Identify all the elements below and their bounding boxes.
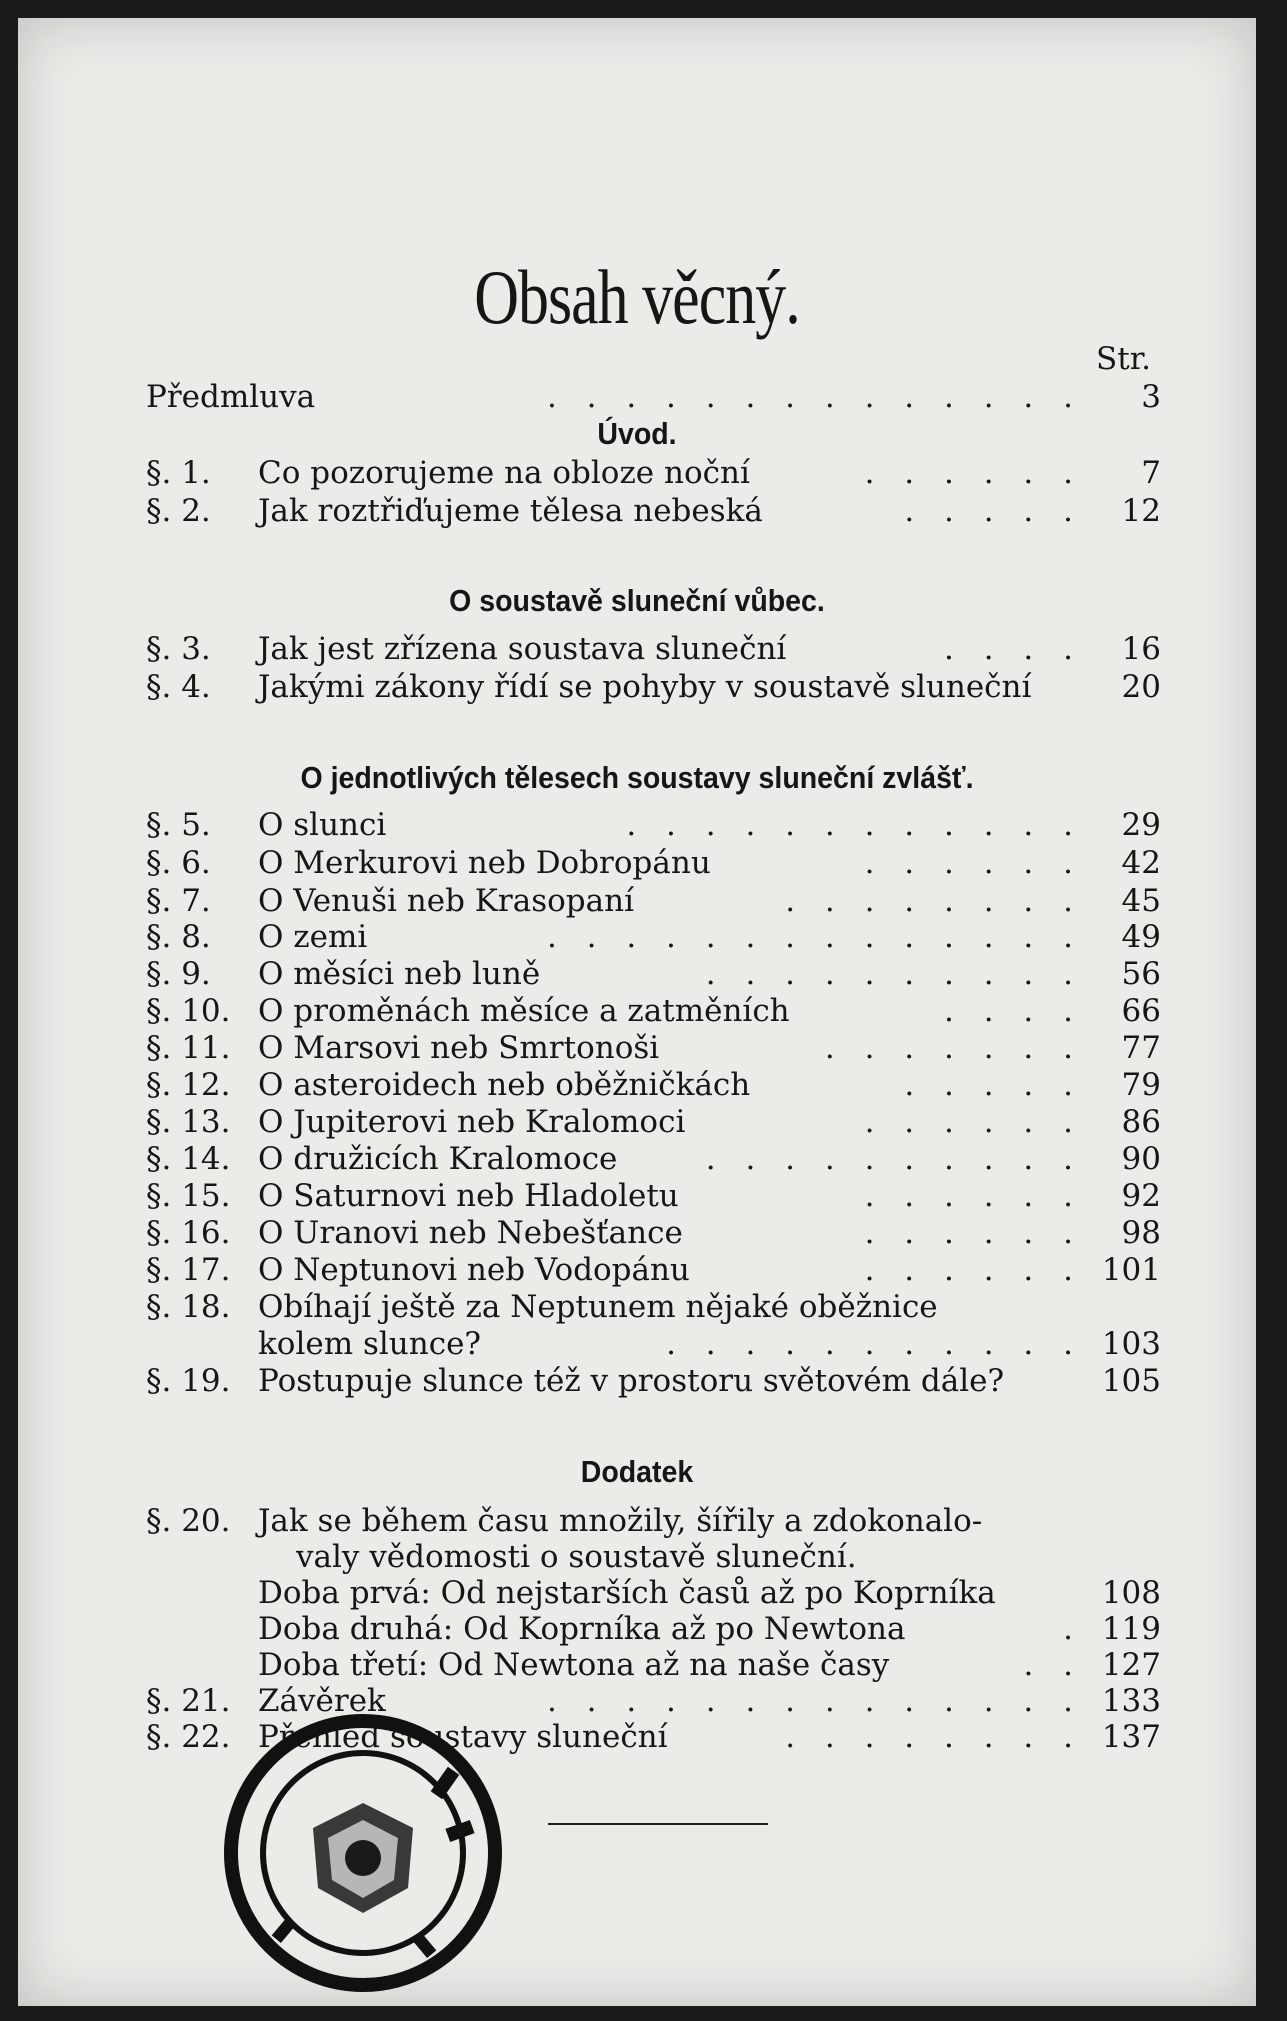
entry-page: 101 bbox=[1101, 1252, 1161, 1288]
entry-page: 119 bbox=[1101, 1611, 1161, 1647]
entry-title: Obíhají ještě za Neptunem nějaké oběžnice bbox=[258, 1289, 938, 1325]
entry-page: 79 bbox=[1121, 1067, 1161, 1103]
entry-page: 77 bbox=[1121, 1030, 1161, 1066]
entry-title: Doba třetí: Od Newtona až na naše časy bbox=[258, 1647, 890, 1683]
entry-page: 12 bbox=[1121, 493, 1161, 529]
entry-title: Jak roztřiďujeme tělesa nebeská bbox=[258, 493, 763, 529]
entry-page: 16 bbox=[1121, 631, 1161, 667]
entry-page: 127 bbox=[1101, 1647, 1161, 1683]
page-title: Obsah věcný. bbox=[474, 255, 800, 341]
section-number: §. 20. bbox=[146, 1503, 231, 1539]
entry-page: 98 bbox=[1121, 1215, 1161, 1251]
toc-entry[interactable] bbox=[146, 806, 1161, 844]
leader-dots: . . . . . . . . . . . . bbox=[626, 807, 1083, 843]
entry-title: O Venuši neb Krasopaní bbox=[258, 883, 635, 919]
entry-title: Co pozorujeme na obloze noční bbox=[258, 455, 750, 491]
toc-entry[interactable] bbox=[146, 1362, 1161, 1400]
toc-entry[interactable] bbox=[146, 992, 1161, 1030]
leader-dots: . . . . bbox=[944, 631, 1083, 667]
entry-title: Jak jest zřízena soustava sluneční bbox=[258, 631, 787, 667]
entry-page: 66 bbox=[1121, 993, 1161, 1029]
section-number: §. 16. bbox=[146, 1215, 231, 1251]
entry-title: Jakými zákony řídí se pohyby v soustavě sluneční bbox=[258, 669, 1032, 705]
section-number: §. 13. bbox=[146, 1104, 231, 1140]
entry-title: O Marsovi neb Smrtonoši bbox=[258, 1030, 660, 1066]
toc-entry[interactable] bbox=[146, 1103, 1161, 1141]
leader-dots: . . . . . . bbox=[864, 455, 1083, 491]
toc-entry[interactable] bbox=[146, 955, 1161, 993]
entry-title: O Neptunovi neb Vodopánu bbox=[258, 1252, 690, 1288]
section-number: §. 11. bbox=[146, 1030, 231, 1066]
toc-entry[interactable] bbox=[146, 454, 1161, 492]
section-number: §. 17. bbox=[146, 1252, 231, 1288]
entry-title: Přehled soustavy sluneční bbox=[258, 1719, 668, 1755]
leader-dots: . . . . . . bbox=[864, 1215, 1083, 1251]
entry-page: 92 bbox=[1121, 1178, 1161, 1214]
section-number: §. 9. bbox=[146, 956, 211, 992]
toc-entry[interactable] bbox=[146, 1288, 1161, 1326]
entry-title: Doba prvá: Od nejstarších časů až po Koprníka bbox=[258, 1575, 996, 1611]
leader-dots: . . . . . . bbox=[864, 1104, 1083, 1140]
toc-entry-era[interactable] bbox=[146, 1574, 1161, 1612]
entry-title: O zemi bbox=[258, 919, 368, 955]
toc-entry[interactable] bbox=[146, 1502, 1161, 1540]
toc-entry-era[interactable] bbox=[146, 1646, 1161, 1684]
entry-title: O Saturnovi neb Hladoletu bbox=[258, 1178, 679, 1214]
leader-dots: . . . . . bbox=[904, 493, 1083, 529]
section-number: §. 19. bbox=[146, 1363, 231, 1399]
entry-title: O družicích Kralomoce bbox=[258, 1141, 618, 1177]
entry-title: Předmluva bbox=[146, 379, 316, 415]
section-number: §. 4. bbox=[146, 669, 211, 705]
leader-dots: . . . . . . . . . . bbox=[705, 956, 1083, 992]
entry-title: O měsíci neb luně bbox=[258, 956, 541, 992]
section-number: §. 6. bbox=[146, 845, 211, 881]
entry-page: 49 bbox=[1121, 919, 1161, 955]
leader-dots: . . . . . . . bbox=[824, 1030, 1083, 1066]
leader-dots: . . . . . . . . . . . . . . bbox=[546, 1683, 1083, 1719]
entry-title: O asteroidech neb oběžničkách bbox=[258, 1067, 751, 1103]
section-heading-uvod: Úvod. bbox=[597, 416, 677, 451]
entry-page: 3 bbox=[1141, 379, 1161, 415]
toc-entry[interactable] bbox=[146, 668, 1161, 706]
book-page bbox=[18, 18, 1256, 2006]
section-number: §. 2. bbox=[146, 493, 211, 529]
toc-entry[interactable] bbox=[146, 1029, 1161, 1067]
toc-entry[interactable] bbox=[146, 882, 1161, 920]
section-number: §. 18. bbox=[146, 1289, 231, 1325]
leader-dots: . . . . . bbox=[904, 1067, 1083, 1103]
entry-title: Jak se během času množily, šířily a zdokonalo- bbox=[258, 1503, 983, 1539]
leader-dots: . . . . . . . . . . . bbox=[666, 1326, 1083, 1362]
entry-page: 108 bbox=[1101, 1575, 1161, 1611]
section-number: §. 12. bbox=[146, 1067, 231, 1103]
entry-page: 56 bbox=[1121, 956, 1161, 992]
entry-title: valy vědomosti o soustavě sluneční. bbox=[296, 1539, 857, 1575]
page-column-label: Str. bbox=[1096, 341, 1151, 377]
entry-title: O Jupiterovi neb Kralomoci bbox=[258, 1104, 686, 1140]
section-number: §. 14. bbox=[146, 1141, 231, 1177]
section-number: §. 1. bbox=[146, 455, 211, 491]
entry-page: 7 bbox=[1141, 455, 1161, 491]
toc-entry-continuation[interactable] bbox=[146, 1325, 1161, 1363]
section-number: §. 22. bbox=[146, 1719, 231, 1755]
entry-page: 45 bbox=[1121, 883, 1161, 919]
section-heading-telesa: O jednotlivých tělesech soustavy sluneční zvlášť. bbox=[300, 760, 974, 795]
closing-rule bbox=[548, 1823, 768, 1825]
section-number: §. 15. bbox=[146, 1178, 231, 1214]
library-stamp-icon bbox=[218, 1708, 508, 1998]
entry-page: 133 bbox=[1101, 1683, 1161, 1719]
entry-page: 42 bbox=[1121, 845, 1161, 881]
section-number: §. 10. bbox=[146, 993, 231, 1029]
toc-entry[interactable] bbox=[146, 1214, 1161, 1252]
section-number: §. 3. bbox=[146, 631, 211, 667]
leader-dots: . . . . bbox=[944, 993, 1083, 1029]
section-number: §. 8. bbox=[146, 919, 211, 955]
entry-title: O proměnách měsíce a zatměních bbox=[258, 993, 790, 1029]
entry-page: 105 bbox=[1101, 1363, 1161, 1399]
entry-page: 103 bbox=[1101, 1326, 1161, 1362]
section-number: §. 7. bbox=[146, 883, 211, 919]
entry-title: O Merkurovi neb Dobropánu bbox=[258, 845, 711, 881]
entry-page: 86 bbox=[1121, 1104, 1161, 1140]
entry-title: O Uranovi neb Nebešťance bbox=[258, 1215, 683, 1251]
entry-page: 29 bbox=[1121, 807, 1161, 843]
leader-dots: . bbox=[1063, 1611, 1083, 1647]
leader-dots: . . . . . . . . bbox=[785, 883, 1083, 919]
entry-title: Závěrek bbox=[258, 1683, 386, 1719]
leader-dots: . . . . . . bbox=[864, 845, 1083, 881]
toc-entry-era[interactable] bbox=[146, 1610, 1161, 1648]
leader-dots: . . . . . . . . . . . . . . bbox=[546, 379, 1083, 415]
leader-dots: . . bbox=[1023, 1647, 1083, 1683]
entry-page: 20 bbox=[1121, 669, 1161, 705]
toc-entry[interactable] bbox=[146, 918, 1161, 956]
toc-entry[interactable] bbox=[146, 1177, 1161, 1215]
section-number: §. 5. bbox=[146, 807, 211, 843]
section-heading-soustava: O soustavě sluneční vůbec. bbox=[449, 583, 825, 618]
toc-entry[interactable] bbox=[146, 492, 1161, 530]
section-heading-dodatek: Dodatek bbox=[580, 1454, 694, 1489]
entry-page: 90 bbox=[1121, 1141, 1161, 1177]
toc-entry-preface[interactable] bbox=[146, 378, 1161, 416]
toc-entry[interactable] bbox=[146, 1251, 1161, 1289]
leader-dots: . . . . . . bbox=[864, 1178, 1083, 1214]
toc-entry[interactable] bbox=[146, 1140, 1161, 1178]
entry-title: Doba druhá: Od Koprníka až po Newtona bbox=[258, 1611, 906, 1647]
toc-entry-continuation[interactable] bbox=[146, 1538, 1161, 1576]
toc-entry[interactable] bbox=[146, 1066, 1161, 1104]
section-number: §. 21. bbox=[146, 1683, 231, 1719]
entry-title: Postupuje slunce též v prostoru světovém dále? bbox=[258, 1363, 1005, 1399]
toc-entry[interactable] bbox=[146, 844, 1161, 882]
leader-dots: . . . . . . bbox=[864, 1252, 1083, 1288]
entry-page: 137 bbox=[1101, 1719, 1161, 1755]
leader-dots: . . . . . . . . . . bbox=[705, 1141, 1083, 1177]
leader-dots: . . . . . . . . bbox=[785, 1719, 1083, 1755]
leader-dots: . . . . . . . . . . . . . . bbox=[546, 919, 1083, 955]
toc-entry[interactable] bbox=[146, 630, 1161, 668]
entry-title: kolem slunce? bbox=[258, 1326, 482, 1362]
entry-title: O slunci bbox=[258, 807, 387, 843]
